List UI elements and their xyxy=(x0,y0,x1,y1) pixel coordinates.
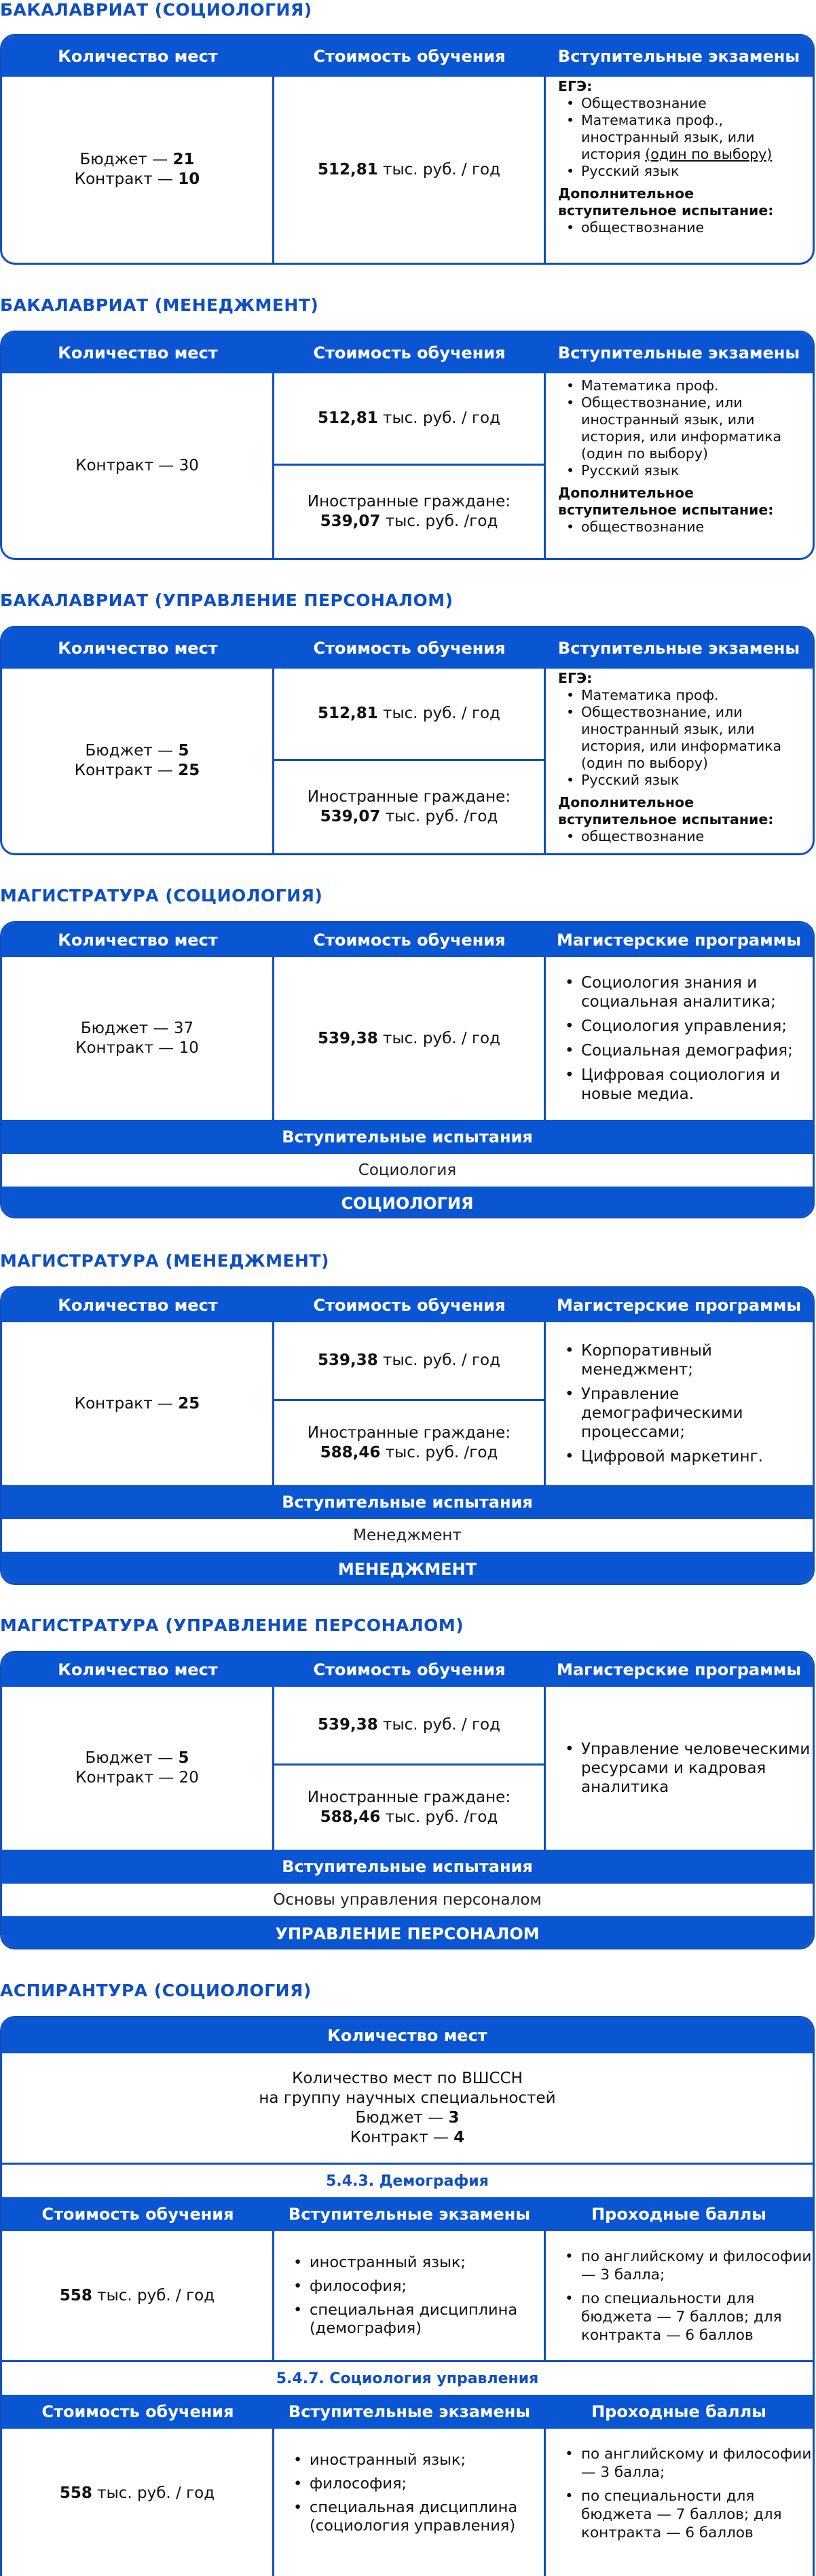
foreign-price: 539,07 xyxy=(320,512,381,530)
exam-item: • специальная дисциплина (социология управления) xyxy=(288,2499,544,2535)
price-unit: тыс. руб. / год xyxy=(377,409,501,427)
exams-list xyxy=(274,2429,544,2558)
exam-item: • Математика проф. xyxy=(558,687,813,704)
cost-cell xyxy=(2,2231,272,2360)
score-item: • по специальности для бюджета — 7 баллов; для контракта — 6 баллов xyxy=(559,2290,813,2345)
header-exams: Вступительные экзамены xyxy=(288,2402,531,2421)
contract-label: Контракт — xyxy=(74,762,179,779)
header-exams: Вступительные экзамены xyxy=(288,2205,531,2224)
contract-label: Контракт — xyxy=(350,2128,454,2146)
price-unit: тыс. руб. / год xyxy=(377,1716,501,1734)
exams-cell xyxy=(546,373,813,558)
ege-label: ЕГЭ: xyxy=(558,78,593,94)
exam-item: • Русский язык xyxy=(558,163,813,180)
contract-value: 4 xyxy=(453,2128,465,2146)
price-value: 558 xyxy=(59,2286,92,2304)
budget-label: Бюджет — xyxy=(355,2108,449,2127)
price-value: 539,38 xyxy=(317,1029,378,1047)
places-cell xyxy=(2,373,272,558)
table-header xyxy=(2,2197,813,2231)
header-places: Количество мест xyxy=(58,47,218,66)
table-header xyxy=(2,333,813,373)
header-places: Количество мест xyxy=(58,1660,218,1679)
budget-label: Бюджет — xyxy=(85,1749,179,1767)
test-subject: Социология xyxy=(358,1161,457,1179)
header-scores: Проходные баллы xyxy=(591,2205,766,2224)
exam-item: • Обществознание, или иностранный язык, или история, или информатика (один по выбору) xyxy=(558,394,813,462)
price-unit: тыс. руб. / год xyxy=(377,1351,501,1369)
header-scores: Проходные баллы xyxy=(591,2402,766,2421)
exam-item: • философия; xyxy=(288,2475,544,2493)
budget-label: Бюджет — xyxy=(79,151,173,168)
header-cost: Стоимость обучения xyxy=(313,639,506,658)
header-cost: Стоимость обучения xyxy=(41,2402,234,2421)
header-cost: Стоимость обучения xyxy=(313,47,506,66)
price-value: 512,81 xyxy=(317,705,378,722)
choice-note: (один по выбору) xyxy=(645,146,773,162)
header-cost: Стоимость обучения xyxy=(313,1296,506,1315)
section-title: БАКАЛАВРИАТ (УПРАВЛЕНИЕ ПЕРСОНАЛОМ) xyxy=(0,591,453,610)
cost-cell xyxy=(274,1687,544,1763)
exam-item: • иностранный язык; xyxy=(288,2254,544,2272)
places-cell xyxy=(2,1687,272,1850)
foreign-label: Иностранные граждане: xyxy=(307,1789,511,1806)
foreign-cost-cell xyxy=(274,1401,544,1485)
exam-item: • Русский язык xyxy=(558,772,813,789)
header-places: Количество мест xyxy=(2,2018,813,2053)
test-subject: Менеджмент xyxy=(353,1527,462,1544)
contract-value: 25 xyxy=(178,762,200,779)
score-item: • по английскому и философии — 3 балла; xyxy=(559,2445,813,2482)
header-exams: Вступительные экзамены xyxy=(557,47,800,66)
budget-value: 3 xyxy=(448,2108,460,2127)
places-line: на группу научных специальностей xyxy=(259,2089,556,2107)
foreign-price: 539,07 xyxy=(320,808,381,825)
header-programs: Магистерские программы xyxy=(556,1296,802,1315)
table-header xyxy=(2,628,813,669)
exams-cell xyxy=(546,77,813,263)
exam-item: • Математика проф., иностранный язык, или история (один по выбору) xyxy=(558,112,813,163)
header-places: Количество мест xyxy=(58,639,218,658)
header-exams: Вступительные экзамены xyxy=(557,343,800,362)
specialty-title: 5.4.7. Социология управления xyxy=(276,2370,539,2387)
admission-table xyxy=(0,1286,815,1585)
exam-item: • обществознание xyxy=(558,219,813,236)
program-item: • Социальная демография; xyxy=(561,1041,813,1060)
tests-header: Вступительные испытания xyxy=(2,1485,813,1519)
price-value: 558 xyxy=(59,2484,92,2502)
phd-table xyxy=(0,2016,815,2576)
exam-item: • Обществознание, или иностранный язык, или история, или информатика (один по выбору) xyxy=(558,704,813,772)
places-cell xyxy=(2,2053,813,2163)
header-programs: Магистерские программы xyxy=(556,1660,802,1679)
program-item: • Цифровая социология и новые медиа. xyxy=(561,1066,813,1104)
foreign-label: Иностранные граждане: xyxy=(307,493,511,510)
table-header xyxy=(2,2395,813,2429)
header-cost: Стоимость обучения xyxy=(313,343,506,362)
admission-table xyxy=(0,1651,815,1949)
foreign-price: 588,46 xyxy=(320,1444,381,1461)
program-footer: СОЦИОЛОГИЯ xyxy=(2,1187,813,1218)
cost-cell xyxy=(274,77,544,263)
program-item: • Цифровой маркетинг. xyxy=(561,1447,813,1466)
price-value: 539,38 xyxy=(317,1351,378,1369)
section-title: МАГИСТРАТУРА (УПРАВЛЕНИЕ ПЕРСОНАЛОМ) xyxy=(0,1616,464,1635)
exam-item: • специальная дисциплина (демография) xyxy=(288,2301,544,2338)
admission-table xyxy=(0,626,815,855)
budget-value: 21 xyxy=(172,151,195,168)
exam-item: • Обществознание xyxy=(558,95,813,112)
foreign-label: Иностранные граждане: xyxy=(307,788,511,806)
foreign-unit: тыс. руб. /год xyxy=(380,512,498,530)
admission-table xyxy=(0,331,815,560)
header-exams: Вступительные экзамены xyxy=(557,639,800,658)
exam-item: • обществознание xyxy=(558,828,813,845)
programs-list xyxy=(546,957,813,1120)
cost-cell xyxy=(274,373,544,464)
header-cost: Стоимость обучения xyxy=(41,2205,234,2224)
program-item: • Корпоративный менеджмент; xyxy=(561,1341,813,1379)
cost-cell xyxy=(274,669,544,759)
program-item: • Управление человеческими ресурсами и кадровая аналитика xyxy=(561,1740,813,1797)
section-title: АСПИРАНТУРА (СОЦИОЛОГИЯ) xyxy=(0,1981,312,2000)
admission-table xyxy=(0,34,815,265)
budget-value: 5 xyxy=(178,742,189,760)
header-places: Количество мест xyxy=(58,1296,218,1315)
header-cost: Стоимость обучения xyxy=(313,931,506,950)
tests-header: Вступительные испытания xyxy=(2,1120,813,1154)
section-title: МАГИСТРАТУРА (СОЦИОЛОГИЯ) xyxy=(0,886,323,906)
additional-label: Дополнительное вступительное испытание: xyxy=(558,485,774,518)
cost-cell xyxy=(2,2429,272,2558)
budget-value: Бюджет — 37 xyxy=(80,1020,194,1037)
price-value: 539,38 xyxy=(317,1716,378,1734)
table-header xyxy=(2,923,813,957)
table-header xyxy=(2,1653,813,1687)
section-title: МАГИСТРАТУРА (МЕНЕДЖМЕНТ) xyxy=(0,1251,329,1271)
table-header xyxy=(2,36,813,77)
test-subject: Основы управления персоналом xyxy=(273,1891,542,1909)
foreign-cost-cell xyxy=(274,466,544,558)
score-item: • по английскому и философии — 3 балла; xyxy=(559,2247,813,2284)
contract-label: Контракт — xyxy=(74,1394,179,1413)
exams-cell xyxy=(546,669,813,853)
foreign-cost-cell xyxy=(274,761,544,853)
section-title: БАКАЛАВРИАТ (СОЦИОЛОГИЯ) xyxy=(0,0,312,20)
contract-value: Контракт — 20 xyxy=(75,1769,199,1787)
price-unit: тыс. руб. / год xyxy=(92,2286,215,2304)
places-cell xyxy=(2,669,272,853)
places-line: Количество мест по ВШССН xyxy=(292,2069,523,2087)
specialty-title: 5.4.3. Демография xyxy=(326,2172,489,2190)
exam-item: • Математика проф. xyxy=(558,377,813,394)
price-value: 512,81 xyxy=(317,160,378,179)
ege-label: ЕГЭ: xyxy=(558,670,593,686)
budget-label: Бюджет — xyxy=(85,742,179,760)
program-footer: МЕНЕДЖМЕНТ xyxy=(2,1552,813,1585)
section-title: БАКАЛАВРИАТ (МЕНЕДЖМЕНТ) xyxy=(0,295,319,315)
budget-value: 5 xyxy=(178,1749,189,1767)
foreign-price: 588,46 xyxy=(320,1808,381,1826)
contract-value: Контракт — 30 xyxy=(75,456,199,474)
price-unit: тыс. руб. / год xyxy=(377,160,501,179)
cost-cell xyxy=(274,957,544,1120)
additional-label: Дополнительное вступительное испытание: xyxy=(558,185,774,219)
header-places: Количество мест xyxy=(58,931,218,950)
programs-list xyxy=(546,1322,813,1485)
price-value: 512,81 xyxy=(317,409,378,427)
places-cell xyxy=(2,957,272,1120)
price-unit: тыс. руб. / год xyxy=(377,705,501,722)
program-item: • Социология управления; xyxy=(561,1017,813,1036)
contract-value: 25 xyxy=(178,1394,200,1413)
header-cost: Стоимость обучения xyxy=(313,1660,506,1679)
exams-list xyxy=(274,2231,544,2360)
scores-list xyxy=(546,2231,813,2360)
score-item: • по специальности для бюджета — 7 баллов; для контракта — 6 баллов xyxy=(559,2487,813,2542)
table-header xyxy=(2,1288,813,1322)
tests-header: Вступительные испытания xyxy=(2,1850,813,1884)
header-programs: Магистерские программы xyxy=(556,931,802,950)
cost-cell xyxy=(274,1322,544,1399)
exam-item: • философия; xyxy=(288,2277,544,2296)
exam-item: • Русский язык xyxy=(558,462,813,479)
foreign-cost-cell xyxy=(274,1766,544,1850)
foreign-unit: тыс. руб. /год xyxy=(380,808,498,825)
program-footer: УПРАВЛЕНИЕ ПЕРСОНАЛОМ xyxy=(2,1916,813,1949)
foreign-label: Иностранные граждане: xyxy=(307,1424,511,1442)
price-unit: тыс. руб. / год xyxy=(92,2484,215,2502)
foreign-unit: тыс. руб. /год xyxy=(380,1808,498,1826)
admission-table xyxy=(0,921,815,1218)
contract-value: 10 xyxy=(178,170,200,188)
foreign-unit: тыс. руб. /год xyxy=(380,1444,498,1461)
exam-item: • иностранный язык; xyxy=(288,2451,544,2469)
places-cell xyxy=(2,77,272,263)
contract-value: Контракт — 10 xyxy=(75,1039,199,1057)
programs-list xyxy=(546,1687,813,1850)
places-cell xyxy=(2,1322,272,1485)
program-item: • Социология знания и социальная аналитика; xyxy=(561,973,813,1011)
header-places: Количество мест xyxy=(58,343,218,362)
price-unit: тыс. руб. / год xyxy=(377,1029,501,1047)
scores-list xyxy=(546,2429,813,2558)
program-item: • Управление демографическими процессами; xyxy=(561,1385,813,1442)
additional-label: Дополнительное вступительное испытание: xyxy=(558,794,774,827)
exam-item: • обществознание xyxy=(558,519,813,536)
contract-label: Контракт — xyxy=(74,170,179,188)
